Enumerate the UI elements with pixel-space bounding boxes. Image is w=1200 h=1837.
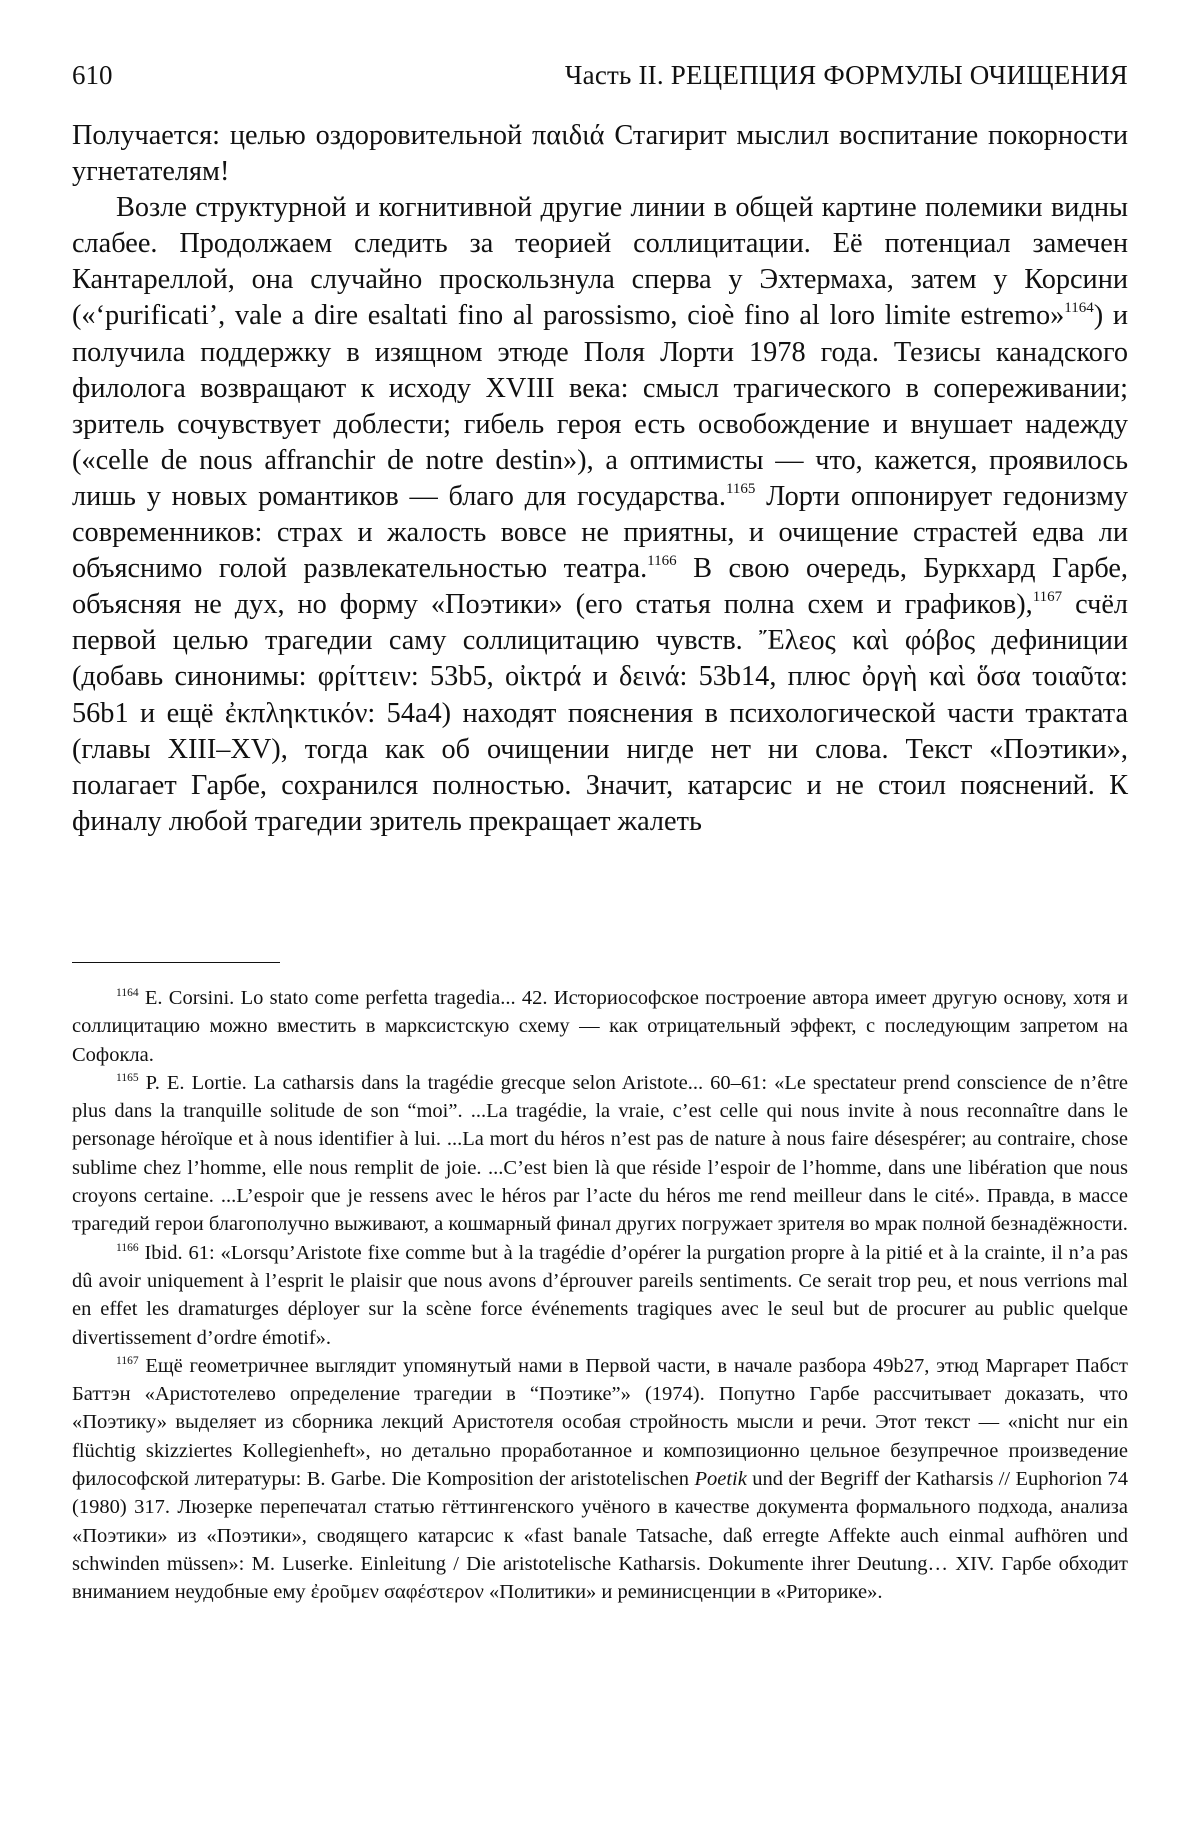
footnote-number: 1167 <box>116 1354 139 1367</box>
footnote-text: P. E. Lortie. La catharsis dans la tragédie grecque selon Aristote... 60–61: «Le spectateur prend conscience de n’être plus dans la tranquille solitude de son “moi”. ...La tragédie, la vraie, c’est celle qui nous invite à nous reconnaître dans le personage héroïque et à nous identifier à lui. ...La mort du héros n’est pas de nature à nous faire désespérer; au contraire, chose sublime chez l’homme, elle nous remplit de joie. ...C’est bien là que réside l’espoir de l’homme, dans une libération que nous croyons certaine. ...L’espoir que je ressens avec le héros par l’acte du héros me rend meilleur dans le cité». Правда, в массе трагедий герои благополучно выживают, а кошмарный финал других погружает зрителя во мрак полной безнадёжности. <box>72 1071 1128 1236</box>
footnote-text: Ещё геометричнее выглядит упомянутый нами в Первой части, в начале разбора 49b27, этюд Маргарет Пабст Баттэн «Аристотелево определение трагедии в “Поэтике”» (1974). Попутно Гарбе рассчитывает доказать, что «Поэтику» выделяет из сборника лекций Аристотеля особая стройность мысли и речи. Этот текст — «nicht nur ein flüchtig skizziertes Kollegienheft», но детально проработанное и композиционно цельное безупречное произведение философской литературы: B. Garbe. Die Komposition der aristotelischen <box>72 1354 1128 1491</box>
paragraph-2-text: ) и получила поддержку в изящном этюде Поля Лорти 1978 года. Тезисы канадского филолога возвращают к исходу XVIII века: смысл трагического в сопереживании; зритель сочувствует доблести; гибель героя есть освобождение и внушает надежду («celle de nous affranchir de notre destin»), а оптимисты — что, кажется, проявилось лишь у новых романтиков — благо для государства. <box>72 300 1129 512</box>
paragraph-2-text: Лорти оппонирует гедонизму современников: страх и жалость вовсе не приятны, и очищение страстей едва ли объяснимо голой развлекательностью театра. <box>72 480 1129 585</box>
footnote-ref[interactable]: 1167 <box>1032 589 1063 606</box>
footnote-1164 <box>72 984 1128 1069</box>
footnote-italic-title: Poetik <box>694 1468 747 1491</box>
footnote-ref[interactable]: 1166 <box>647 553 677 570</box>
footnote-text: und der Begriff der Katharsis // Euphorion 74 (1980) 317. Люзерке перепечатал статью гёттингенского учёного в качестве документа формального подхода, анализа «Поэтики» из «Поэтики», сводящего катарсис к «fast banale Tatsache, daß erregte Affekte auch einmal aufhören und schwinden müssen»: M. Luserke. Einleitung / Die aristotelische Katharsis. Dokumente ihrer Deutung… XIV. Гарбе обходит вниманием неудобные ему ἐροῦμεν σαφέστερον «Политики» и реминисценции в «Риторике». <box>72 1468 1128 1604</box>
footnote-number: 1166 <box>116 1241 139 1254</box>
paragraph-1: Получается: целью оздоровительной παιδιά Стагирит мыслил воспитание покорности угнетателям! <box>72 120 1128 188</box>
footnote-number: 1164 <box>116 987 139 999</box>
page-number: 610 <box>72 60 113 90</box>
main-text <box>72 118 1128 840</box>
footnotes <box>72 984 1128 1607</box>
footnote-ref[interactable]: 1164 <box>1064 300 1094 317</box>
page-header <box>72 60 1128 100</box>
paragraph-2-text: Возле структурной и когнитивной другие линии в общей картине полемики видны слабее. Продолжаем следить за теорией соллицитации. Её потенциал замечен Кантареллой, она случайно проскользнула сперва у Эхтермаха, затем у Корсини («‘purificati’, vale a dire esaltati fino al parossismo, cioè fino al loro limite estremo» <box>72 192 1128 332</box>
footnote-ref[interactable]: 1165 <box>725 480 756 497</box>
paragraph-2-text: В свою очередь, Буркхард Гарбе, объясняя не дух, но форму «Поэтики» (его статья полна схем и графиков), <box>72 553 1128 621</box>
footnote-number: 1165 <box>116 1071 139 1084</box>
running-head: Часть II. РЕЦЕПЦИЯ ФОРМУЛЫ ОЧИЩЕНИЯ <box>564 60 1128 90</box>
footnote-text: E. Corsini. Lo stato come perfetta tragedia... 42. Историософское построение автора имеет другую основу, хотя и соллицитацию можно вместить в марксистскую схему — как отрицательный эффект, с последующим запретом на Софокла. <box>72 987 1128 1066</box>
footnote-1165 <box>72 1069 1128 1239</box>
footnote-text: Ibid. 61: «Lorsqu’Aristote fixe comme but à la tragédie d’opérer la purgation propre à la pitié et à la crainte, il n’a pas dû avoir uniquement à l’esprit le plaisir que nous avons d’éprouver pareils sentiments. Ce serait trop peu, et nous verrions mal en effet les dramaturges déployer sur la scène force événements tragiques avec le seul but de procurer au public quelque divertissement d’ordre émotif». <box>72 1241 1128 1349</box>
footnote-rule <box>72 962 280 963</box>
paragraph-2-text: счёл первой целью трагедии саму соллицитацию чувств. Ἔλεος καὶ φόβος дефиниции (добавь синонимы: φρίττειν: 53b5, οἰκτρά и δεινά: 53b14, плюс ὀργὴ καὶ ὅσα τοιαῦτα: 56b1 и ещё ἐκπληκτικόν: 54a4) находят пояснения в психологической части трактата (главы XIII–XV), тогда как об очищении нигде нет ни слова. Текст «Поэтики», полагает Гарбе, сохранился полностью. Значит, катарсис и не стоил пояснений. К финалу любой трагедии зритель прекращает жалеть <box>72 589 1129 837</box>
footnote-1167 <box>72 1352 1128 1607</box>
paragraph-2 <box>72 190 1128 840</box>
footnote-1166 <box>72 1239 1128 1352</box>
